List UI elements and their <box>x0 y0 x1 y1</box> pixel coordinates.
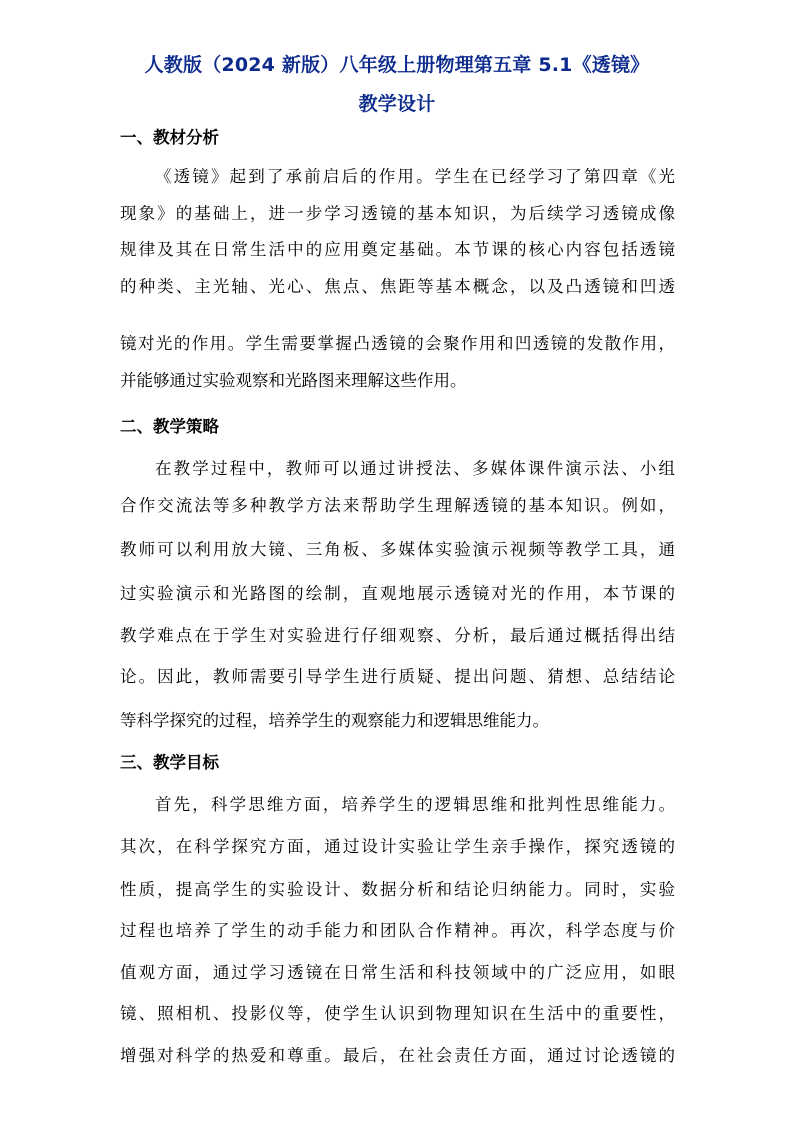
paragraph-line: 《透镜》起到了承前启后的作用。学生在已经学习了第四章《光 <box>155 167 675 186</box>
paragraph-line: 过程也培养了学生的动手能力和团队合作精神。再次，科学态度与价 <box>120 921 675 940</box>
document-title: 人教版（2024 新版）八年级上册物理第五章 5.1《透镜》 <box>144 54 650 76</box>
paragraph-line: 值观方面，通过学习透镜在日常生活和科技领域中的广泛应用，如眼 <box>120 963 675 982</box>
section-heading-textbook-analysis: 一、教材分析 <box>120 128 219 147</box>
paragraph-line: 规律及其在日常生活中的应用奠定基础。本节课的核心内容包括透镜 <box>120 240 675 259</box>
paragraph-line: 的种类、主光轴、光心、焦点、焦距等基本概念，以及凸透镜和凹透 <box>120 277 675 296</box>
paragraph-line: 并能够通过实验观察和光路图来理解这些作用。 <box>120 371 467 390</box>
paragraph-line: 在教学过程中，教师可以通过讲授法、多媒体课件演示法、小组 <box>155 459 675 478</box>
paragraph-line: 等科学探究的过程，培养学生的观察能力和逻辑思维能力。 <box>120 711 549 730</box>
paragraph-line: 论。因此，教师需要引导学生进行质疑、提出问题、猜想、总结结论 <box>120 667 675 686</box>
paragraph-line: 现象》的基础上，进一步学习透镜的基本知识，为后续学习透镜成像 <box>120 204 675 223</box>
paragraph-line: 其次，在科学探究方面，通过设计实验让学生亲手操作，探究透镜的 <box>120 837 675 856</box>
document-title-line2: 教学设计 <box>358 93 436 115</box>
section-heading-teaching-strategy: 二、教学策略 <box>120 417 219 436</box>
paragraph-line: 合作交流法等多种教学方法来帮助学生理解透镜的基本知识。例如， <box>120 496 675 515</box>
paragraph-line: 镜、照相机、投影仪等，使学生认识到物理知识在生活中的重要性， <box>120 1004 675 1023</box>
paragraph-line: 教学难点在于学生对实验进行仔细观察、分析，最后通过概括得出结 <box>120 626 675 645</box>
paragraph-line: 首先，科学思维方面，培养学生的逻辑思维和批判性思维能力。 <box>155 795 675 814</box>
paragraph-line: 过实验演示和光路图的绘制，直观地展示透镜对光的作用，本节课的 <box>120 584 675 603</box>
paragraph-line: 镜对光的作用。学生需要掌握凸透镜的会聚作用和凹透镜的发散作用， <box>120 334 675 353</box>
paragraph-line: 增强对科学的热爱和尊重。最后，在社会责任方面，通过讨论透镜的 <box>120 1046 675 1065</box>
paragraph-line: 教师可以利用放大镜、三角板、多媒体实验演示视频等教学工具，通 <box>120 540 675 559</box>
paragraph-line: 性质，提高学生的实验设计、数据分析和结论归纳能力。同时，实验 <box>120 880 675 899</box>
section-heading-teaching-objectives: 三、教学目标 <box>120 753 219 772</box>
